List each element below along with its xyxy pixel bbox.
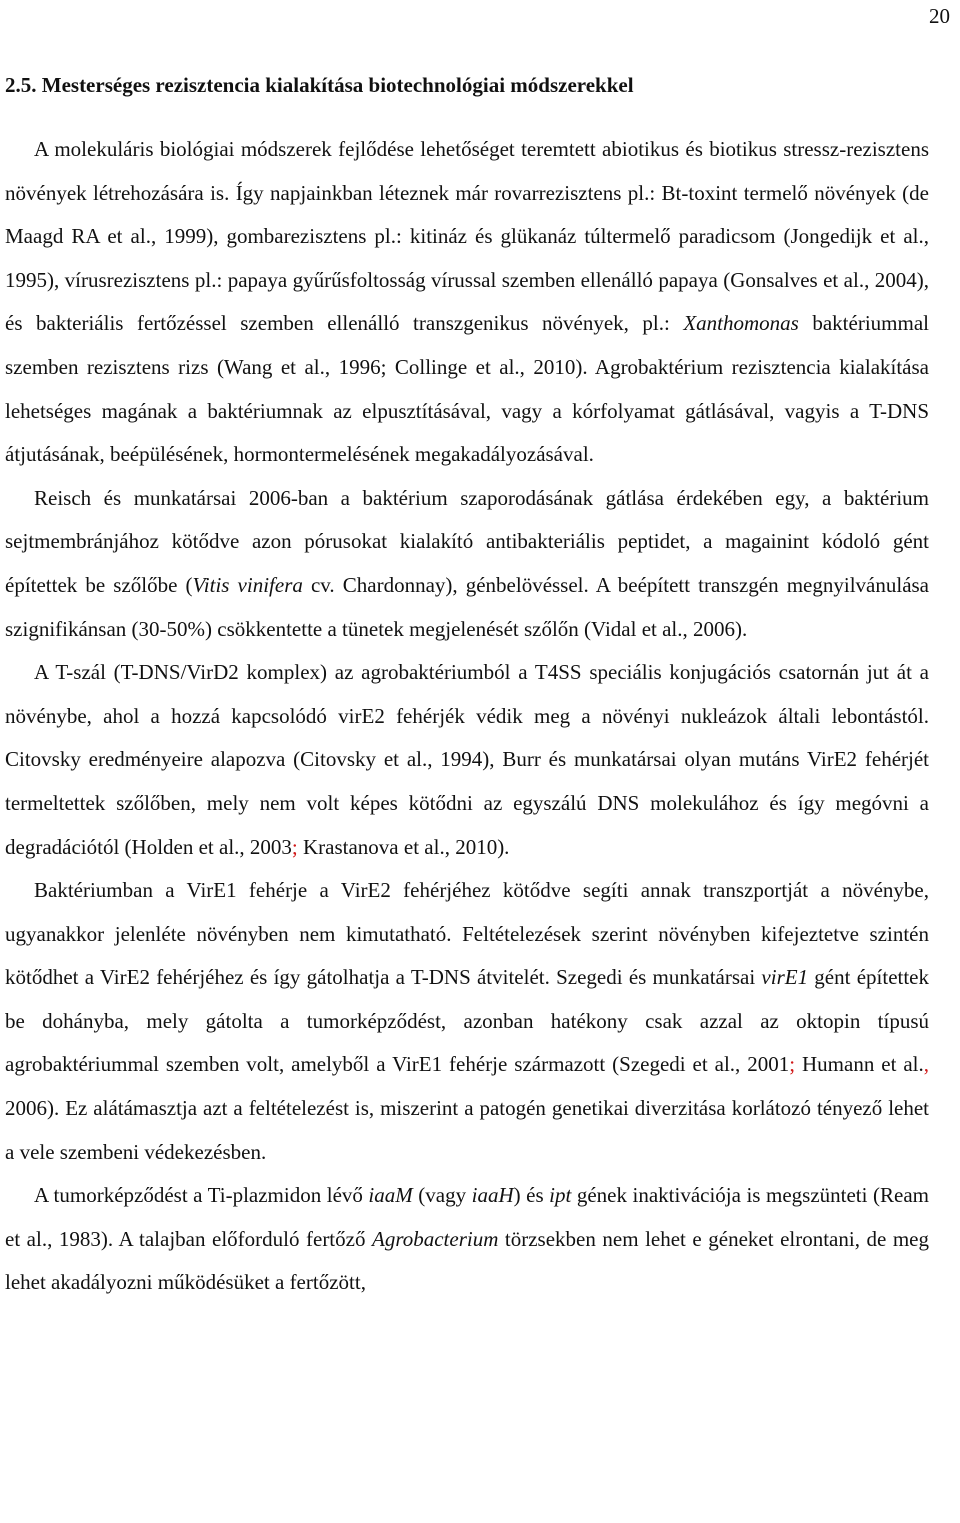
- text-run: Reisch és munkatársai 2006-ban a baktérium szaporodásának gátlása érdekében egy, a baktérium sejtmembránjához kötődve azon pórusokat kialakító antibakteriális peptidet, a magainint kódoló gént építettek be szőlőbe (: [5, 485, 929, 597]
- italic-term: Vitis vinifera: [192, 572, 303, 597]
- document-body: [5, 70, 929, 1305]
- text-run: 2006). Ez alátámasztja azt a feltételezést is, miszerint a patogén genetikai diverzitása korlátozó tényező lehet a vele szembeni védekezésben.: [5, 1096, 929, 1164]
- page-number: 20: [929, 4, 950, 28]
- text-run: Krastanova et al., 2010).: [297, 834, 510, 859]
- text-run: cv. Chardonnay), génbelövéssel. A beépített transzgén megnyilvánulása szignifikánsan (30-50%) csökkentette a tünetek megjelenését szőlőn (Vidal et al., 2006).: [5, 572, 930, 641]
- italic-term: Xanthomonas: [683, 311, 799, 336]
- paragraph-2: [5, 477, 929, 651]
- text-run: ) és: [513, 1183, 550, 1208]
- text-run: gének inaktivációja is megszünteti (Ream et al., 1983). A talajban előforduló fertőző: [5, 1183, 929, 1251]
- highlighted-punctuation: ,: [923, 1052, 929, 1077]
- paragraph-4: [5, 869, 929, 1174]
- text-run: A T-szál (T-DNS/VirD2 komplex) az agrobaktériumból a T4SS speciális konjugációs csatornán jut át a növénybe, ahol a hozzá kapcsolódó virE2 fehérjék védik meg a növényi nukleázok általi lebontástól. Citovsky eredményeire alapozva (Citovsky et al., 1994), Burr és munkatársai olyan mutáns VirE2 fehérjét termeltettek szőlőben, mely nem volt képes kötődni az egyszálú DNS molekulához és így megóvni a degradációtól (Holden et al., 2003: [5, 660, 929, 859]
- text-run: gént építettek be dohányba, mely gátolta a tumorképződést, azonban hatékony csak azzal az oktopin típusú agrobaktériummal szemben volt, amelyből a VirE1 fehérje származott (Szegedi et al., 2001: [5, 965, 930, 1077]
- text-run: Humann et al.: [795, 1052, 924, 1077]
- italic-term: ipt: [549, 1183, 572, 1208]
- section-title: Mesterséges rezisztencia kialakítása biotechnológiai módszerekkel: [41, 73, 634, 97]
- text-run: A molekuláris biológiai módszerek fejlődése lehetőséget teremtett abiotikus és biotikus stressz-rezisztens növények létrehozására is. Így napjainkban léteznek már rovarrezisztens pl.: Bt-toxint termelő növények (de Maagd RA et al., 1999), gombarezisztens pl.: kitináz és glükanáz túltermelő paradicsom (Jongedijk et al., 1995), vírusrezisztens pl.: papaya gyűrűsfoltosság vírussal szemben ellenálló papaya (Gonsalves et al., 2004), és bakteriális fertőzéssel szemben ellenálló transzgenikus növények, pl.:: [5, 137, 929, 336]
- italic-term: Agrobacterium: [372, 1226, 499, 1251]
- text-run: törzsekben nem lehet e géneket elrontani, de meg lehet akadályozni működésüket a fertőzött,: [5, 1226, 929, 1295]
- italic-term: virE1: [761, 965, 809, 990]
- paragraph-5: [5, 1174, 929, 1305]
- italic-term: iaaM: [368, 1183, 413, 1208]
- highlighted-punctuation: ;: [291, 834, 298, 859]
- text-run: A tumorképződést a Ti-plazmidon lévő: [34, 1183, 369, 1208]
- text-run: baktériummal szemben rezisztens rizs (Wang et al., 1996; Collinge et al., 2010). Agrobaktérium rezisztencia kialakítása lehetséges magának a baktériumnak az elpusztításával, vagy a kórfolyamat gátlásával, vagyis a T-DNS átjutásának, beépülésének, hormontermelésének megakadályozásával.: [5, 311, 929, 467]
- section-heading: [5, 70, 929, 100]
- highlighted-punctuation: ;: [789, 1052, 796, 1077]
- text-run: (vagy: [412, 1183, 472, 1208]
- paragraph-1: [5, 128, 929, 477]
- section-number: 2.5.: [5, 73, 37, 97]
- italic-term: iaaH: [471, 1183, 514, 1208]
- paragraph-3: [5, 651, 929, 869]
- text-run: Baktériumban a VirE1 fehérje a VirE2 fehérjéhez kötődve segíti annak transzportját a növénybe, ugyanakkor jelenléte növényben nem kimutatható. Feltételezések szerint növényben kifejeztetve szintén kötődhet a VirE2 fehérjéhez és így gátolhatja a T-DNS átvitelét. Szegedi és munkatársai: [5, 878, 929, 990]
